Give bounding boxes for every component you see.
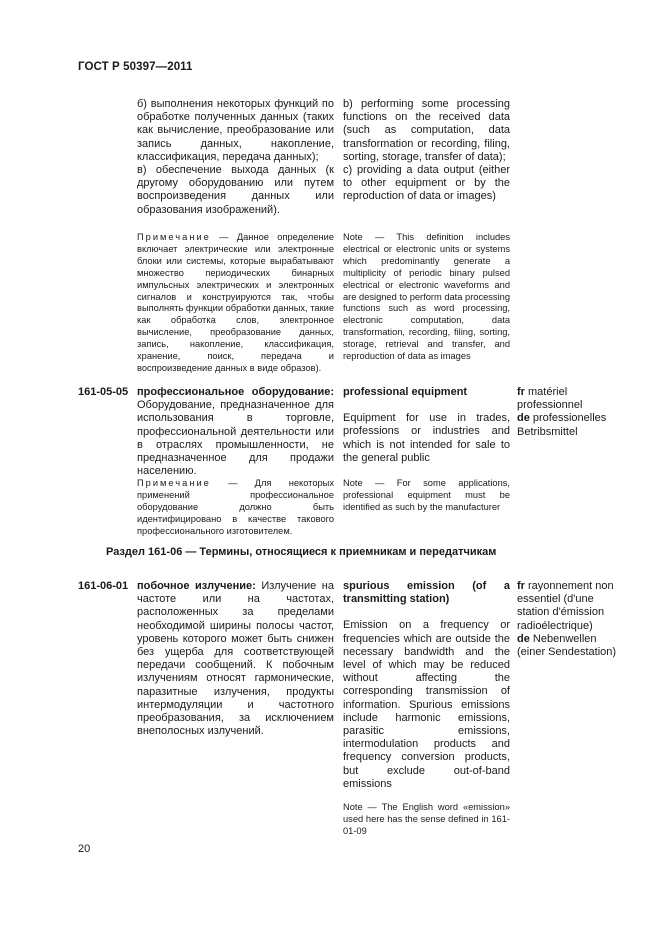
en-text: b) performing some processing functions on the received data (such as computation, data transformation or recording, filing, sorting, storage, transfer of data); c) providing a data output (either to other equipment or by the reproduction of data or images) — [343, 98, 510, 203]
de-label: de — [517, 632, 530, 645]
page-number: 20 — [78, 843, 91, 855]
de-text: Nebenwellen (einer Sendestation) — [517, 632, 617, 659]
fr-text: rayonnement non essentiel (d'une station d'émission radioélectrique) — [517, 580, 614, 632]
en-note — [343, 478, 510, 514]
ru-continuation-text — [137, 98, 334, 217]
other-languages — [517, 580, 622, 659]
fr-text: matériel professionnel — [517, 386, 583, 412]
en-definition: Equipment for use in trades, professions or industries and which is not intended for sale to the general public — [343, 412, 510, 464]
ru-entry — [137, 386, 334, 478]
en-entry — [343, 386, 510, 465]
en-entry — [343, 580, 510, 838]
ru-term: побочное излучение: — [137, 580, 256, 592]
en-note-text: Note — The English word «emission» used here has the sense defined in 161-01-09 — [343, 802, 510, 836]
entry-number: 161-05-05 — [78, 386, 129, 398]
ru-note — [137, 478, 334, 538]
en-term: spurious emission (of a transmitting station) — [343, 580, 510, 606]
document-header: ГОСТ Р 50397—2011 — [78, 61, 193, 73]
de-label: de — [517, 412, 530, 425]
other-languages — [517, 386, 622, 439]
ru-entry — [137, 580, 334, 738]
fr-label: fr — [517, 580, 525, 592]
ru-definition: Излучение на частоте или на частотах, расположенных за пределами необходимой ширины полосы частот, уровень которого может быть снижен без ущерба для соответствующей передачи сообщений. К побочным излучениям относят гармонические, паразитные излучения, продукты интермодуляции и частотного преобразования, за исключением внеполосных излучений. — [137, 580, 334, 738]
entry-number: 161-06-01 — [78, 580, 129, 592]
fr-label: fr — [517, 386, 525, 398]
en-continuation-text — [343, 98, 510, 204]
de-text: professionelles Betribsmittel — [517, 412, 607, 438]
ru-note-label: Примечание — [137, 478, 211, 488]
en-term: professional equipment — [343, 386, 468, 398]
en-definition: Emission on a frequency or frequencies which are outside the necessary bandwidth and the level of which may be reduced without affecting the corresponding transmission of information. Spurious emissions include harmonic emissions, parasitic emissions, intermodulation products and frequency conversion products, but exclude out-of-band emissions — [343, 619, 510, 790]
ru-note-text: — Данное определение включает электрические или электронные блоки или системы, которые вырабатывают множество периодических бинарных импульсных электрических и электронных сигналов и конструируются так, чтобы выполнять функции обработки данных, такие как обработка слов, электронное вычисление, преобразование данных, запись, накопление, классификация, хранение, поиск, передача и воспроизведение данных в виде образов). — [137, 232, 334, 373]
ru-term: профессиональное оборудование: — [137, 386, 334, 398]
ru-note — [137, 232, 334, 375]
ru-definition: Оборудование, предназначенное для использования в торговле, профессиональной деятельности или в отраслях промышленности, не предназначенное для продажи населению. — [137, 399, 334, 478]
en-note-text: Note — This definition includes electrical or electronic units or systems which predominantly generate a multiplicity of periodic binary pulsed electrical or electronic waveforms and are designed to perform data processing functions such as word processing, electronic computation, data transformation, recording, filing, sorting, storage, retrieval and transfer, and reproduction of data as images — [343, 232, 510, 362]
en-note-text: Note — For some applications, professional equipment must be identified as such by the manufacturer — [343, 478, 510, 512]
ru-note-text: — Для некоторых применений профессиональное оборудование должно быть идентифицировано в качестве такового профессионального изготовителем. — [137, 478, 334, 536]
en-note — [343, 232, 510, 363]
ru-text: б) выполнения некоторых функций по обработке полученных данных (таких как вычисление, преобразование или запись данных, накопление, классификация, передача данных); в) обеспечение выхода данных (к другому оборудованию или путем воспроизведения данных или образования изображений). — [137, 98, 334, 216]
ru-note-label: Примечание — [137, 232, 211, 242]
section-title: Раздел 161-06 — Термины, относящиеся к приемникам и передатчикам — [106, 546, 497, 558]
